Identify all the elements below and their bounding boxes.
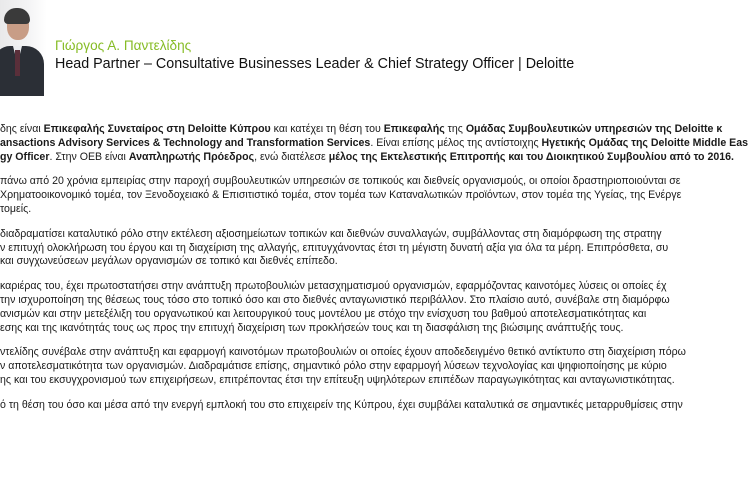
profile-photo [0, 0, 47, 90]
text-run: , ενώ διατέλεσε [254, 150, 329, 163]
bio-paragraph-1 [0, 123, 748, 164]
bio-line: ανισμών και στην μετεξέλιξη του οργανωτικού και λειτουργικού τους μοντέλου με στόχο την ενίσχυση του βαθμού αποτελεσματικότητας και [0, 307, 647, 320]
photo-hair [4, 8, 30, 24]
bio-line: τομείς. [0, 202, 32, 215]
text-run-bold: Ηγετικής Ομάδας της Deloitte Middle Eas [541, 136, 748, 149]
bio-line: καριέρας του, έχει πρωτοστατήσει στην ανάπτυξη πρωτοβουλιών μετασχηματισμού οργανισμών, εφαρμόζοντας καινοτόμες λύσεις οι οποίες έχ [0, 280, 667, 293]
bio-line [0, 136, 748, 151]
bio-line: εσης και της ικανότητάς τους ως προς την επιτυχή διαχείριση των προκλήσεών τους και τη διασφάλιση της βιώσιμης ανάπτυξής τους. [0, 321, 624, 334]
text-run-bold: Επικεφαλής Συνεταίρος στη Deloitte Κύπρου [43, 123, 271, 135]
bio-line: ό τη θέση του όσο και μέσα από την ενεργή εμπλοκή του στο επιχειρείν της Κύπρου, έχει συμβάλει καταλυτικά σε σημαντικές μεταρρυθμίσεις στην [0, 398, 683, 411]
bio-line: ης και του εκσυγχρονισμού των επιχειρήσεων, επιτρέποντας έτσι την επίτευξη υψηλότερων επιπέδων παραγωγικότητας και ανταγωνιστικότητας. [0, 373, 675, 386]
text-run: δης είναι [0, 123, 44, 135]
text-run-bold: gy Officer [0, 150, 50, 163]
bio-line: διαδραματίσει καταλυτικό ρόλο στην εκτέλεση αξιοσημείωτων τοπικών και διεθνών συναλλαγών, συμβάλλοντας στη διαμόρφωση της στρατηγ [0, 227, 662, 240]
bio-paragraph-2 [0, 175, 700, 216]
text-run: και κατέχει τη θέση του [270, 123, 384, 135]
bio-paragraph-6 [0, 399, 700, 413]
text-run-bold: ansactions Advisory Services & Technology and Transformation Services [0, 136, 371, 149]
bio-line [0, 123, 723, 137]
text-run-bold: Αναπληρωτής Πρόεδρος [128, 150, 255, 163]
bio-line: και συγχωνεύσεων μεγάλων οργανισμών σε τοπικό και διεθνές επίπεδο. [0, 255, 338, 268]
bio-paragraph-5 [0, 346, 700, 387]
photo-suit [0, 46, 44, 96]
biography [0, 123, 748, 424]
bio-paragraph-3 [0, 228, 700, 269]
text-run-bold: Ομάδας Συμβουλευτικών υπηρεσιών της Deloitte κ [465, 123, 723, 135]
bio-line: ντελίδης συνέβαλε στην ανάπτυξη και εφαρμογή καινοτόμων πρωτοβουλιών οι οποίες έχουν αποδεδειγμένο θετικό αντίκτυπο στη διαχείριση πόρω [0, 346, 686, 359]
text-run-bold: μέλος της Εκτελεστικής Επιτροπής και του Διοικητικού Συμβουλίου από το 2016. [328, 150, 734, 163]
bio-line: ν επιτυχή ολοκλήρωση του έργου και τη διαχείριση της αλλαγής, επιτυγχάνοντας έτσι τη μέγιστη δυνατή αξία για όλα τα μέρη. Επιπρόσθετα, συ [0, 241, 669, 254]
text-run-bold: Επικεφαλής [383, 123, 445, 135]
text-run: . Στην ΟΕΒ είναι [49, 150, 129, 163]
bio-line: πάνω από 20 χρόνια εμπειρίας στην παροχή συμβουλευτικών υπηρεσιών σε τοπικούς και διεθνείς οργανισμούς, οι οποίοι δραστηριοποιούνται σε [0, 175, 681, 188]
text-run: . Είναι επίσης μέλος της αντίστοιχης [370, 136, 542, 149]
person-name: Γιώργος Α. Παντελίδης [55, 38, 192, 53]
bio-paragraph-4 [0, 280, 700, 335]
bio-line [0, 150, 734, 165]
text-run: της [444, 123, 466, 135]
photo-tie [15, 50, 20, 76]
bio-line: Χρηματοοικονομικό τομέα, τον Ξενοδοχειακό & Επισιτιστικό τομέα, στον τομέα των Καταναλωτικών προϊόντων, στον τομέα της Υγείας, της Ενέργε [0, 189, 682, 202]
bio-line: την ισχυροποίηση της θέσεως τους τόσο στο τοπικό όσο και στο διεθνές ανταγωνιστικό περιβάλλον. Στο πλαίσιο αυτό, συνέβαλε στη διαμόρφω [0, 293, 670, 306]
bio-line: ν αποτελεσματικότητα των οργανισμών. Διαδραμάτισε επίσης, σημαντικό ρόλο στην εφαρμογή λύσεων τεχνολογίας και ψηφιοποίησης με κύριο [0, 360, 667, 373]
person-title: Head Partner – Consultative Businesses Leader & Chief Strategy Officer | Deloitte [55, 56, 575, 72]
